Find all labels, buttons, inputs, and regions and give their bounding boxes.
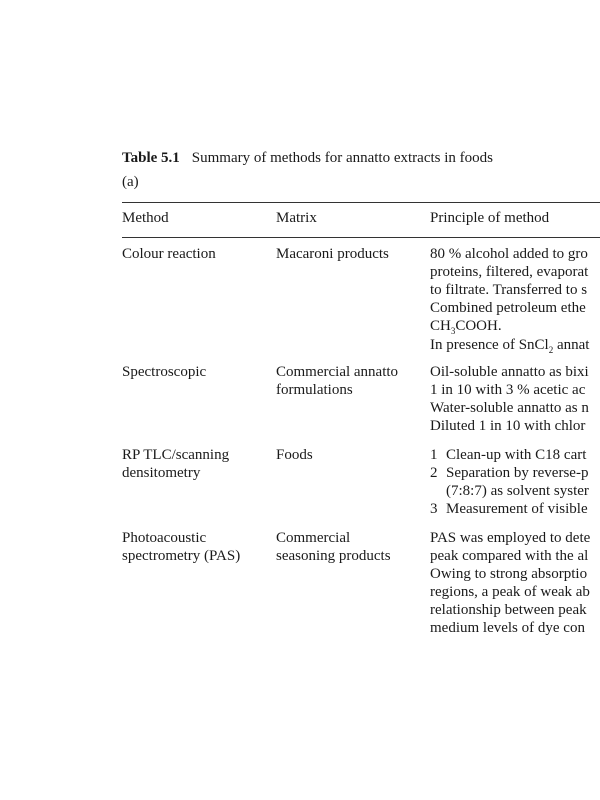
header-principle: Principle of method [430, 210, 550, 226]
numbered-item [430, 464, 589, 482]
principle-line [430, 317, 589, 336]
formula-part: CH [430, 318, 451, 334]
principle-line: 1 in 10 with 3 % acetic ac [430, 382, 586, 398]
header-matrix: Matrix [276, 210, 317, 226]
method-line: densitometry [122, 465, 201, 481]
principle-line: relationship between peak [430, 602, 587, 618]
table-cell-principle [430, 363, 589, 435]
principle-line: to filtrate. Transferred to s [430, 282, 588, 298]
numbered-item [430, 500, 589, 518]
principle-line: PAS was employed to dete [430, 530, 591, 546]
formula-part: In presence of SnCl [430, 337, 549, 353]
item-text: (7:8:7) as solvent syster [446, 483, 589, 499]
method-line: RP TLC/scanning [122, 447, 230, 463]
item-number: 3 [430, 501, 438, 517]
principle-line: Combined petroleum ethe [430, 300, 586, 316]
table-cell-matrix: Macaroni products [276, 246, 389, 262]
table-cell-method [122, 446, 229, 482]
principle-line: 80 % alcohol added to gro [430, 246, 588, 262]
item-number: 2 [430, 465, 438, 481]
principle-line: Diluted 1 in 10 with chlor [430, 418, 586, 434]
header-method: Method [122, 210, 169, 226]
table-cell-method: Spectroscopic [122, 364, 207, 380]
principle-line: medium levels of dye con [430, 620, 585, 636]
top-rule [122, 202, 600, 203]
table-cell-matrix: Foods [276, 447, 313, 463]
principle-line: peak compared with the al [430, 548, 589, 564]
numbered-item [430, 482, 589, 500]
matrix-line: Commercial [276, 530, 351, 546]
table-cell-matrix [276, 529, 391, 565]
item-text: Measurement of visible [446, 501, 588, 517]
principle-line: Oil-soluble annatto as bixi [430, 364, 589, 380]
table-part-label: (a) [122, 174, 139, 190]
method-line: Photoacoustic [122, 530, 207, 546]
table-cell-principle [430, 245, 589, 355]
table-cell-method [122, 529, 240, 565]
formula-part: COOH. [455, 318, 502, 334]
item-text: Separation by reverse-p [446, 465, 589, 481]
header-rule [122, 237, 600, 238]
item-text: Clean-up with C18 cart [446, 447, 587, 463]
table-label: Table 5.1 [122, 150, 180, 166]
method-line: spectrometry (PAS) [122, 548, 241, 564]
principle-line: regions, a peak of weak ab [430, 584, 590, 600]
principle-line: Water-soluble annatto as n [430, 400, 589, 416]
matrix-line: Commercial annatto [276, 364, 399, 380]
table-cell-principle [430, 529, 590, 637]
table-cell-principle [430, 446, 589, 518]
table-caption [122, 150, 493, 167]
table-title: Summary of methods for annatto extracts in foods [191, 150, 493, 166]
table-cell-matrix [276, 363, 398, 399]
numbered-item [430, 446, 589, 464]
formula-part: annat [553, 337, 590, 353]
item-number: 1 [430, 447, 438, 463]
principle-line [430, 336, 589, 355]
table-cell-method: Colour reaction [122, 246, 216, 262]
matrix-line: seasoning products [276, 548, 391, 564]
matrix-line: formulations [276, 382, 353, 398]
principle-line: proteins, filtered, evaporat [430, 264, 589, 280]
formula-subscript: 2 [548, 345, 554, 355]
formula-subscript: 3 [450, 326, 456, 336]
principle-line: Owing to strong absorptio [430, 566, 588, 582]
